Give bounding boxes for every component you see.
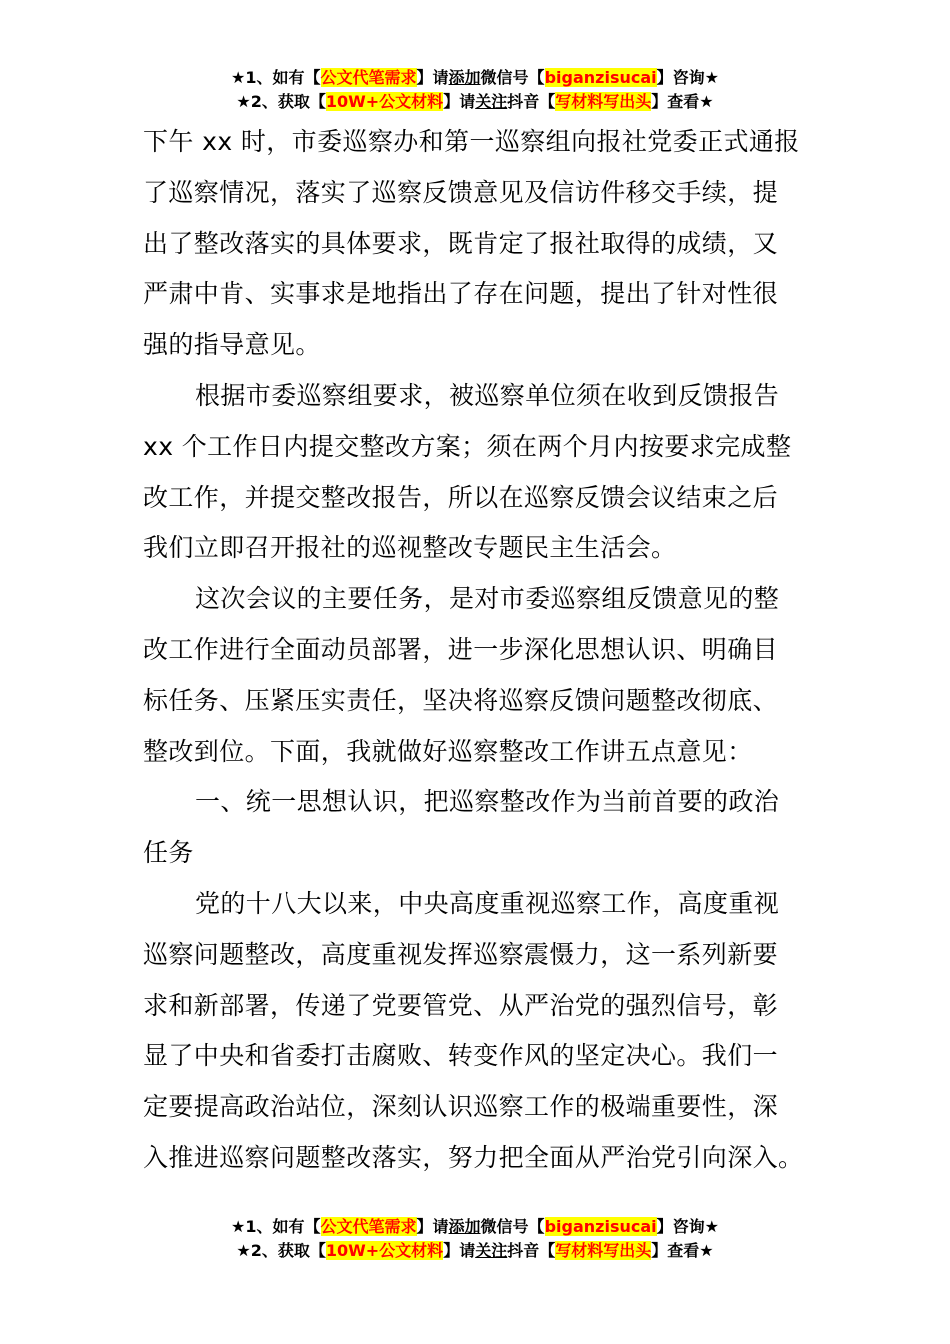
text-line: 了巡察情况，落实了巡察反馈意见及信访件移交手续，提 bbox=[143, 177, 779, 207]
text-line: 下午 xx 时，市委巡察办和第一巡察组向报社党委正式通报 bbox=[143, 127, 800, 156]
footer-promo-banner bbox=[0, 1215, 950, 1263]
promo-line-1: ★1、如有【公文代笔需求】请添加微信号【biganzisucai】咨询★ bbox=[231, 68, 719, 87]
text-line: 我们立即召开报社的巡视整改专题民主生活会。 bbox=[143, 533, 677, 563]
text-line: 定要提高政治站位，深刻认识巡察工作的极端重要性，深 bbox=[143, 1092, 779, 1122]
highlight-douyin-id: 写材料写出头 bbox=[555, 92, 652, 111]
text-line: 整改到位。下面，我就做好巡察整改工作讲五点意见： bbox=[143, 736, 753, 766]
text-line: 强的指导意见。 bbox=[143, 330, 321, 360]
section-heading-line: 任务 bbox=[143, 838, 194, 868]
promo-line-2: ★2、获取【10W+公文材料】请关注抖音【写材料写出头】查看★ bbox=[236, 92, 714, 111]
header-promo-banner bbox=[0, 66, 950, 114]
text-line: 标任务、压紧压实责任，坚决将巡察反馈问题整改彻底、 bbox=[143, 685, 779, 715]
highlight-douyin-id: 写材料写出头 bbox=[555, 1241, 652, 1260]
text-line: 严肃中肯、实事求是地指出了存在问题，提出了针对性很 bbox=[143, 279, 779, 309]
highlight-materials: 10W+公文材料 bbox=[325, 1241, 444, 1260]
highlight-wechat-id: biganzisucai bbox=[544, 68, 657, 87]
text-line: 这次会议的主要任务，是对市委巡察组反馈意见的整 bbox=[195, 584, 780, 614]
section-heading-line: 一、统一思想认识，把巡察整改作为当前首要的政治 bbox=[195, 787, 780, 817]
text-line: 根据市委巡察组要求，被巡察单位须在收到反馈报告 bbox=[195, 380, 780, 410]
text-line: 求和新部署，传递了党要管党、从严治党的强烈信号，彰 bbox=[143, 990, 779, 1020]
text-line: 党的十八大以来，中央高度重视巡察工作，高度重视 bbox=[195, 888, 780, 918]
highlight-wechat-id: biganzisucai bbox=[544, 1217, 657, 1236]
text-line: xx 个工作日内提交整改方案；须在两个月内按要求完成整 bbox=[143, 431, 792, 461]
text-line: 入推进巡察问题整改落实，努力把全面从严治党引向深入。 bbox=[143, 1142, 804, 1172]
highlight-service: 公文代笔需求 bbox=[320, 1217, 417, 1236]
text-line: 出了整改落实的具体要求，既肯定了报社取得的成绩，又 bbox=[143, 228, 779, 258]
highlight-materials: 10W+公文材料 bbox=[325, 92, 444, 111]
text-line: 改工作进行全面动员部署，进一步深化思想认识、明确目 bbox=[143, 634, 779, 664]
promo-line-2: ★2、获取【10W+公文材料】请关注抖音【写材料写出头】查看★ bbox=[236, 1241, 714, 1260]
text-line: 改工作，并提交整改报告，所以在巡察反馈会议结束之后 bbox=[143, 482, 779, 512]
promo-line-1: ★1、如有【公文代笔需求】请添加微信号【biganzisucai】咨询★ bbox=[231, 1217, 719, 1236]
text-line: 显了中央和省委打击腐败、转变作风的坚定决心。我们一 bbox=[143, 1041, 779, 1071]
document-body bbox=[143, 117, 807, 1184]
highlight-service: 公文代笔需求 bbox=[320, 68, 417, 87]
text-line: 巡察问题整改，高度重视发挥巡察震慑力，这一系列新要 bbox=[143, 939, 779, 969]
